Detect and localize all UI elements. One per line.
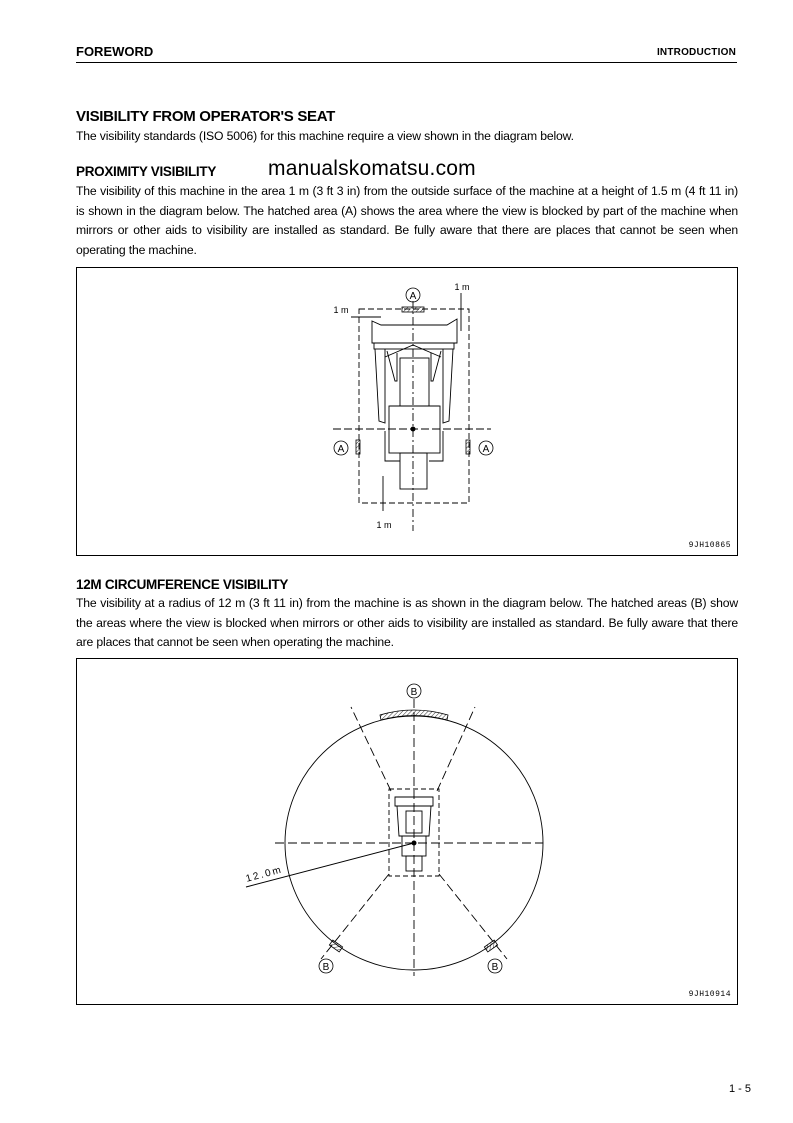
label-b-rear-right: B bbox=[491, 962, 499, 973]
header-section: FOREWORD bbox=[76, 44, 154, 59]
proximity-text: The visibility of this machine in the area 1 m (3 ft 3 in) from the outside surface of the machine at a height of 1.5 m (4 ft 11 in) is shown in the diagram below. The hatched area (A) shows the area where the view is blocked by part of the machine when mirrors or other aids to visibility are installed as standard. Be fully aware that there are places that cannot be seen when operating the machine. bbox=[76, 184, 738, 257]
radius-label: 12.0m bbox=[244, 864, 285, 885]
blade bbox=[372, 319, 457, 343]
figure-code: 9JH10914 bbox=[688, 990, 731, 999]
blocked-area-front bbox=[402, 307, 424, 312]
label-a-right: A bbox=[482, 444, 490, 455]
label-a-left: A bbox=[337, 444, 345, 455]
dim-1m-left: 1 m bbox=[333, 305, 349, 315]
header-divider bbox=[76, 62, 737, 63]
header-chapter: INTRODUCTION bbox=[656, 47, 736, 58]
dim-1m-bottom: 1 m bbox=[376, 520, 392, 530]
label-b-front: B bbox=[410, 687, 418, 698]
circumference-diagram bbox=[76, 658, 738, 1005]
figure-code: 9JH10865 bbox=[688, 541, 731, 550]
dim-1m-top: 1 m bbox=[454, 282, 470, 292]
page-number: 1 - 5 bbox=[728, 1083, 751, 1095]
blocked-area-left bbox=[356, 440, 360, 454]
label-a-front: A bbox=[409, 291, 417, 302]
section-title: VISIBILITY FROM OPERATOR'S SEAT bbox=[76, 108, 336, 125]
circumference-drawing bbox=[77, 659, 737, 1004]
blocked-area-rear-right bbox=[484, 940, 497, 952]
proximity-diagram bbox=[76, 267, 738, 556]
proximity-drawing bbox=[77, 268, 737, 555]
label-b-rear-left: B bbox=[322, 962, 330, 973]
section-intro: The visibility standards (ISO 5006) for this machine require a view shown in the diagram below. bbox=[76, 129, 574, 143]
proximity-title: PROXIMITY VISIBILITY bbox=[76, 164, 217, 179]
blocked-area-right bbox=[466, 440, 470, 454]
watermark: manualskomatsu.com bbox=[268, 157, 476, 180]
circumference-text: The visibility at a radius of 12 m (3 ft 11 in) from the machine is as shown in the diagram below. The hatched areas (B) show the areas where the view is blocked when mirrors or other aids to visibility are installed as standard. Be fully aware that there are places that cannot be seen when operating the machine. bbox=[76, 596, 738, 649]
circumference-title: 12M CIRCUMFERENCE VISIBILITY bbox=[76, 577, 289, 592]
blocked-area-rear-left bbox=[329, 940, 342, 952]
